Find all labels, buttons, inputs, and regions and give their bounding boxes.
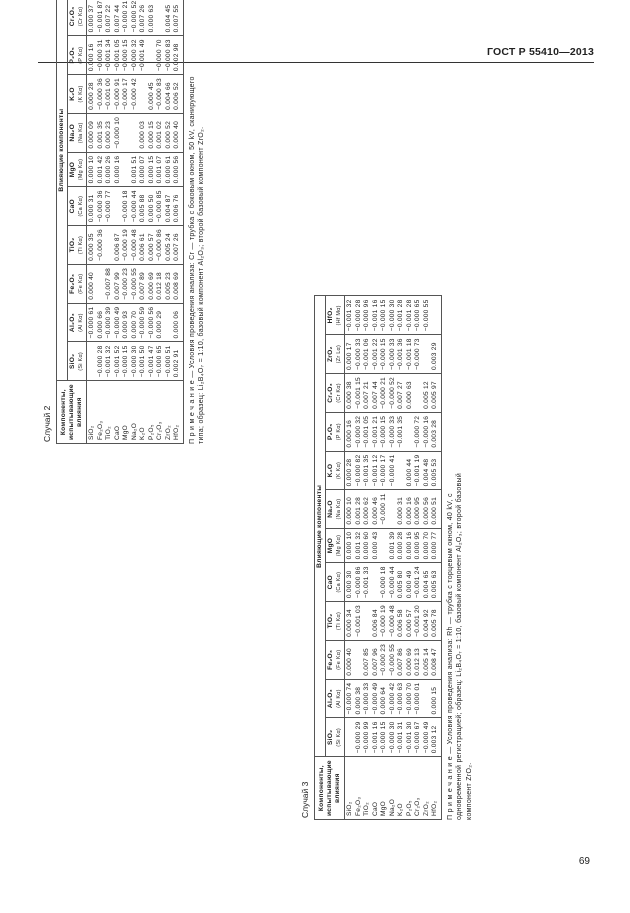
column-line: (Cr Kα) [336, 383, 342, 403]
case2-column-headers [68, 0, 87, 444]
column-header [326, 335, 345, 374]
column-header [68, 152, 87, 187]
column-name: CaO [327, 575, 334, 590]
column-name: HfO₂ [327, 307, 334, 324]
case2-row-labels: SiO₂ Fe₂O₃ TiO₂ CaO MgO Na₂O K₂O P₂O₅ Cr₂O₃ ZrO₂ HfO₂ [87, 381, 184, 444]
column-header [326, 374, 345, 413]
column-line: (Na Kα) [78, 122, 84, 144]
table-row [345, 296, 442, 820]
case3-block [300, 299, 474, 820]
column-header [326, 296, 345, 335]
table-cell: 0.000 09 0.001 35 0.000 23 −0.000 10 0.000 03 0.000 15 0.001 02 0.000 52 0.000 40 [87, 113, 184, 152]
case3-column-headers [326, 296, 345, 820]
column-header [68, 75, 87, 114]
standard-number: ГОСТ Р 55410—2013 [486, 46, 594, 58]
column-header [68, 0, 87, 36]
column-line: (P Kα) [78, 46, 84, 64]
column-line: (K Kα) [336, 461, 342, 480]
column-name: P₂O₅ [69, 46, 76, 64]
case2-label: Случай 2 [42, 405, 52, 442]
column-name: SiO₂ [327, 729, 334, 746]
table-cell: −0.000 74 0.000 38 −0.000 33 −0.000 49 0.000 64 −0.000 42 −0.000 63 −0.000 70 −0.000 01 0.000 15 [345, 679, 442, 718]
column-header [326, 718, 345, 757]
case2-header-influencing: Влияющие компоненты [57, 0, 68, 381]
table-cell: 0.000 28 −0.000 82 −0.001 35 −0.001 12 −0.000 17 −0.000 41 0.000 44 −0.001 19 0.004 48 0.005 53 [345, 451, 442, 490]
column-line: (Al Kα) [78, 313, 84, 332]
column-line: (Ti Kα) [78, 235, 84, 255]
case3-table [314, 295, 442, 820]
column-header [68, 113, 87, 152]
column-line: (Si Kα) [78, 352, 84, 371]
table-cell: 0.000 28 −0.000 36 −0.001 00 −0.000 91 −0.000 17 −0.000 42 0.000 45 −0.000 83 0.004 66 0.006 52 [87, 75, 184, 114]
column-name: Fe₂O₃ [69, 273, 76, 294]
column-name: Fe₂O₃ [327, 649, 334, 670]
table-cell: 0.000 17 −0.000 33 −0.001 06 −0.001 22 −0.000 15 −0.000 33 −0.001 36 −0.001 18 −0.000 73 0.003 29 [345, 335, 442, 374]
table-cell: 0.000 38 −0.001 15 0.007 21 0.007 44 −0.000 21 −0.000 52 0.007 27 0.000 63 0.005 12 0.005 97 [345, 374, 442, 413]
column-header [68, 187, 87, 226]
column-name: Al₂O₃ [69, 313, 76, 333]
column-line: (Mg Kα) [336, 534, 342, 557]
table-cell: 0.000 35 −0.000 36 0.006 87 −0.000 19 −0.000 48 0.006 61 0.000 57 −0.000 86 0.005 24 0.007 26 [87, 226, 184, 265]
column-name: CaO [69, 199, 76, 214]
case2-block [42, 0, 207, 444]
column-line: (P Kα) [336, 423, 342, 441]
case2-note: П р и м е ч а н и е — Условия проведения анализа: Cr — трубка с боковым окном, 50 kV, сканирующего типа; образец: Li₂B₄O₇ = 1:10, базовый компонент Al₂O₃; второй базовый компонент ZrO₂. [188, 76, 205, 444]
column-name: Cr₂O₃ [327, 383, 334, 403]
column-name: Cr₂O₃ [69, 6, 76, 27]
case3-row-labels: SiO₂ Fe₂O₃ TiO₂ CaO MgO Na₂O K₂O P₂O₅ Cr₂O₃ ZrO₂ HfO₂ [345, 757, 442, 820]
column-header [68, 36, 87, 75]
column-header [326, 563, 345, 602]
page-number: 69 [578, 856, 590, 867]
column-header [68, 303, 87, 342]
table-cell: 0.000 34 −0.001 03 0.006 84 −0.000 19 −0.000 48 0.006 58 0.000 57 −0.001 20 0.004 92 0.005 78 [345, 602, 442, 641]
table-cell: 0.000 40 −0.007 88 0.007 99 −0.000 23 −0.000 55 0.007 89 0.000 69 0.012 18 0.005 23 0.008 69 [87, 264, 184, 303]
column-name: Na₂O [327, 500, 334, 518]
column-header [326, 490, 345, 528]
column-line: (K Kα) [78, 85, 84, 103]
column-line: (Mg Kα) [78, 158, 84, 181]
column-line: (Ca Kα) [78, 195, 84, 217]
column-name: TiO₂ [69, 237, 76, 253]
case3-header-components: Компоненты, испытывающие влияния [315, 757, 345, 820]
table-cell: 0.000 10 0.001 42 0.000 26 0.000 16 0.001 51 0.000 07 0.000 15 0.001 07 0.000 61 0.000 56 [87, 152, 184, 187]
column-name: Na₂O [69, 124, 76, 142]
table-cell: −0.000 28 −0.001 32 −0.001 52 −0.000 15 −0.000 30 −0.001 50 −0.001 47 −0.000 65 −0.000 51 0.002 91 [87, 342, 184, 381]
table-cell: 0.000 31 −0.000 36 −0.000 77 −0.000 18 −0.000 44 0.005 88 0.000 50 −0.000 85 0.004 87 0.006 76 [87, 187, 184, 226]
column-line: (Fe Kα) [78, 273, 84, 294]
column-line: (Zr Lα) [336, 344, 342, 364]
table-cell: −0.000 61 0.000 66 −0.000 39 −0.000 49 0.000 93 0.000 70 −0.000 59 −0.000 56 0.000 29 0.000 06 [87, 303, 184, 342]
column-line: (Si Kα) [336, 728, 342, 747]
column-header [326, 602, 345, 641]
table-cell: 0.000 16 −0.000 32 −0.001 05 −0.001 21 −0.000 15 −0.000 33 −0.001 35 −0.000 72 −0.000 16 0.003 28 [345, 412, 442, 451]
column-header [326, 640, 345, 679]
case3-note: П р и м е ч а н и е — Условия проведения анализа: Rh — трубка с торцевым окном, 40 kV, с одновременной регистрацией; образец: Li₂B₄O₇ = 1:10, базовый компонент Al₂O₃; второй базовый компонент ZrO₂. [446, 472, 473, 820]
table-cell: 0.000 16 −0.000 31 −0.001 34 −0.001 05 −0.000 15 −0.000 32 −0.001 49 −0.000 70 −0.000 83 0.002 98 [87, 36, 184, 75]
column-name: K₂O [69, 87, 76, 101]
column-line: (Na Kα) [336, 498, 342, 520]
column-name: K₂O [327, 463, 334, 478]
case3-header-influencing: Влияющие компоненты [315, 296, 326, 757]
table-cell: 0.000 10 0.001 32 0.000 60 0.000 43 0.001 39 0.000 28 0.000 16 0.000 95 0.000 70 0.000 77 [345, 528, 442, 563]
case2-header-components: Компоненты, испытывающие влияния [57, 381, 87, 444]
column-header [326, 528, 345, 563]
table-cell: 0.000 40 0.007 85 0.007 96 −0.000 23 −0.000 55 0.007 86 0.000 69 0.012 13 0.005 14 0.008 47 [345, 640, 442, 679]
table-row [87, 0, 184, 444]
column-header [68, 342, 87, 381]
case2-table [56, 0, 184, 444]
column-line: (Cr Kα) [78, 6, 84, 27]
column-header [68, 264, 87, 303]
column-line: (Al Kα) [336, 689, 342, 708]
case3-label: Случай 3 [300, 781, 310, 818]
table-cell: −0.000 29 −0.000 99 −0.001 16 −0.000 15 −0.000 30 −0.001 31 −0.001 30 −0.000 67 −0.000 49 0.003 12 [345, 718, 442, 757]
column-name: Al₂O₃ [327, 689, 334, 709]
table-cell: 0.000 10 0.001 28 0.000 62 0.000 46 −0.000 11 0.000 31 0.000 16 0.000 95 0.000 56 0.000 51 [345, 490, 442, 528]
column-header [326, 451, 345, 490]
column-header [326, 679, 345, 718]
column-name: MgO [327, 537, 334, 554]
column-header [326, 412, 345, 451]
column-line: (Hf Mα) [336, 305, 342, 326]
table-cell: 0.000 37 −0.001 87 0.007 22 0.007 44 −0.000 21 −0.000 52 0.007 26 0.000 63 0.004 45 0.007 55 [87, 0, 184, 36]
table-cell: −0.001 32 −0.000 28 −0.000 96 −0.001 16 −0.000 15 −0.000 30 −0.001 28 −0.001 28 −0.000 65 −0.000 55 [345, 296, 442, 335]
column-line: (Ti Kα) [336, 611, 342, 631]
column-header [68, 226, 87, 265]
column-line: (Fe Kα) [336, 649, 342, 670]
column-name: ZrO₂ [327, 346, 334, 362]
table-cell: 0.000 30 −0.000 86 −0.001 33 −0.000 18 −0.000 44 0.005 80 0.000 49 −0.001 24 0.004 65 0.005 63 [345, 563, 442, 602]
column-name: P₂O₅ [327, 423, 334, 440]
column-name: TiO₂ [327, 613, 334, 629]
column-name: MgO [69, 161, 76, 178]
column-line: (Ca Kα) [336, 571, 342, 593]
column-name: SiO₂ [69, 353, 76, 370]
